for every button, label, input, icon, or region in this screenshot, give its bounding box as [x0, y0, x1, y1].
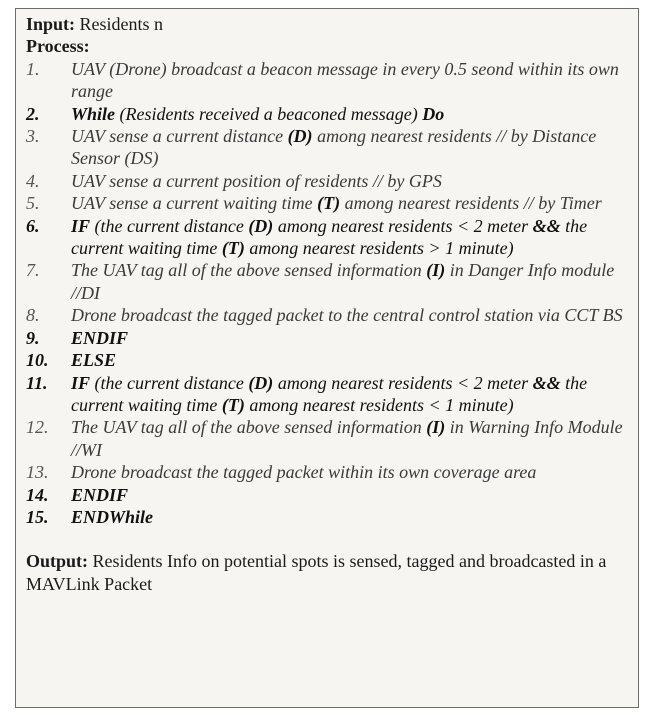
- step-number: 5.: [26, 193, 40, 214]
- step-number: 9.: [26, 327, 40, 348]
- step-fragment: among nearest residents < 2 meter: [273, 215, 533, 236]
- step-number: 12.: [26, 417, 49, 438]
- step-fragment: The UAV tag all of the above sensed information: [71, 260, 427, 281]
- step-12: [26, 416, 626, 461]
- step-fragment: Drone broadcast the tagged packet to the central control station via CCT BS: [71, 305, 623, 326]
- step-5: [26, 192, 626, 214]
- step-8: [26, 304, 626, 326]
- step-text: [71, 461, 626, 483]
- step-keyword: (D): [248, 215, 274, 236]
- step-keyword: &&: [532, 215, 561, 236]
- step-keyword: ENDWhile: [71, 506, 154, 527]
- step-keyword: (T): [221, 394, 245, 415]
- step-text: [71, 170, 626, 192]
- step-number: 7.: [26, 260, 40, 281]
- step-fragment: the current waiting time: [71, 372, 588, 415]
- input-value: Residents n: [75, 14, 164, 34]
- step-keyword: &&: [532, 372, 561, 393]
- step-fragment: The UAV tag all of the above sensed information: [71, 417, 427, 438]
- step-fragment: among nearest residents < 2 meter: [273, 372, 533, 393]
- step-number: 14.: [26, 484, 49, 505]
- step-text: [71, 484, 626, 506]
- step-fragment: among nearest residents // by Distance Sensor (DS): [71, 126, 597, 169]
- step-6: [26, 215, 626, 260]
- step-keyword: ENDIF: [71, 484, 129, 505]
- step-list: [26, 58, 626, 529]
- step-fragment: UAV sense a current distance: [71, 126, 288, 147]
- step-keyword: (I): [426, 417, 446, 438]
- step-fragment: in Warning Info Module //WI: [71, 417, 623, 460]
- step-fragment: (the current distance: [90, 215, 249, 236]
- step-number: 8.: [26, 305, 40, 326]
- step-text: [71, 304, 626, 326]
- spacer: [26, 528, 626, 550]
- step-10: [26, 349, 626, 371]
- step-keyword: While: [71, 103, 116, 124]
- step-9: [26, 327, 626, 349]
- step-1: [26, 58, 626, 103]
- step-text: [71, 372, 626, 417]
- step-text: [71, 215, 626, 260]
- step-fragment: among nearest residents > 1 minute): [244, 238, 514, 259]
- process-line: [26, 35, 626, 57]
- step-number: 13.: [26, 462, 49, 483]
- step-number: 3.: [26, 126, 40, 147]
- step-text: [71, 58, 626, 103]
- step-keyword: ELSE: [71, 350, 117, 371]
- process-label: Process:: [26, 36, 90, 57]
- step-fragment: UAV (Drone) broadcast a beacon message in every 0.5 seond within its own range: [71, 58, 619, 102]
- step-text: [71, 103, 626, 125]
- step-number: 1.: [26, 58, 40, 79]
- step-14: [26, 484, 626, 506]
- output-value: Residents Info on potential spots is sensed, tagged and broadcasted in a MAVLink Packet: [26, 551, 607, 594]
- step-number: 4.: [26, 170, 40, 191]
- algorithm-box: [15, 8, 639, 708]
- step-fragment: the current waiting time: [71, 215, 588, 259]
- step-fragment: UAV sense a current waiting time: [71, 193, 318, 214]
- step-text: [71, 506, 626, 528]
- step-text: [71, 327, 626, 349]
- step-3: [26, 125, 626, 170]
- step-keyword: (T): [317, 193, 341, 214]
- step-fragment: among nearest residents < 1 minute): [244, 394, 514, 415]
- step-keyword: IF: [71, 372, 91, 393]
- step-text: [71, 125, 626, 170]
- step-text: [71, 349, 626, 371]
- input-line: [26, 13, 626, 35]
- step-keyword: IF: [71, 215, 91, 236]
- step-keyword: Do: [422, 103, 445, 124]
- step-keyword: (I): [426, 260, 446, 281]
- step-keyword: (D): [248, 372, 274, 393]
- step-text: [71, 192, 626, 214]
- step-number: 10.: [26, 350, 49, 371]
- step-text: [71, 416, 626, 461]
- output-line: [26, 550, 626, 595]
- step-text: [71, 259, 626, 304]
- step-keyword: (T): [221, 238, 245, 259]
- input-label: Input:: [26, 14, 76, 34]
- step-15: [26, 506, 626, 528]
- step-number: 6.: [26, 215, 40, 236]
- step-fragment: UAV sense a current position of residents // by GPS: [71, 170, 442, 191]
- step-keyword: (D): [287, 126, 313, 147]
- step-11: [26, 372, 626, 417]
- step-keyword: ENDIF: [71, 327, 129, 348]
- step-number: 11.: [26, 372, 48, 393]
- step-2: [26, 103, 626, 125]
- step-fragment: in Danger Info module //DI: [71, 260, 615, 303]
- step-13: [26, 461, 626, 483]
- step-fragment: Drone broadcast the tagged packet within its own coverage area: [71, 462, 537, 483]
- step-number: 2.: [26, 103, 40, 124]
- step-4: [26, 170, 626, 192]
- step-fragment: among nearest residents // by Timer: [340, 193, 602, 214]
- output-label: Output:: [26, 551, 89, 572]
- step-fragment: (Residents received a beaconed message): [115, 103, 423, 124]
- step-number: 15.: [26, 506, 49, 527]
- step-fragment: (the current distance: [90, 372, 249, 393]
- step-7: [26, 259, 626, 304]
